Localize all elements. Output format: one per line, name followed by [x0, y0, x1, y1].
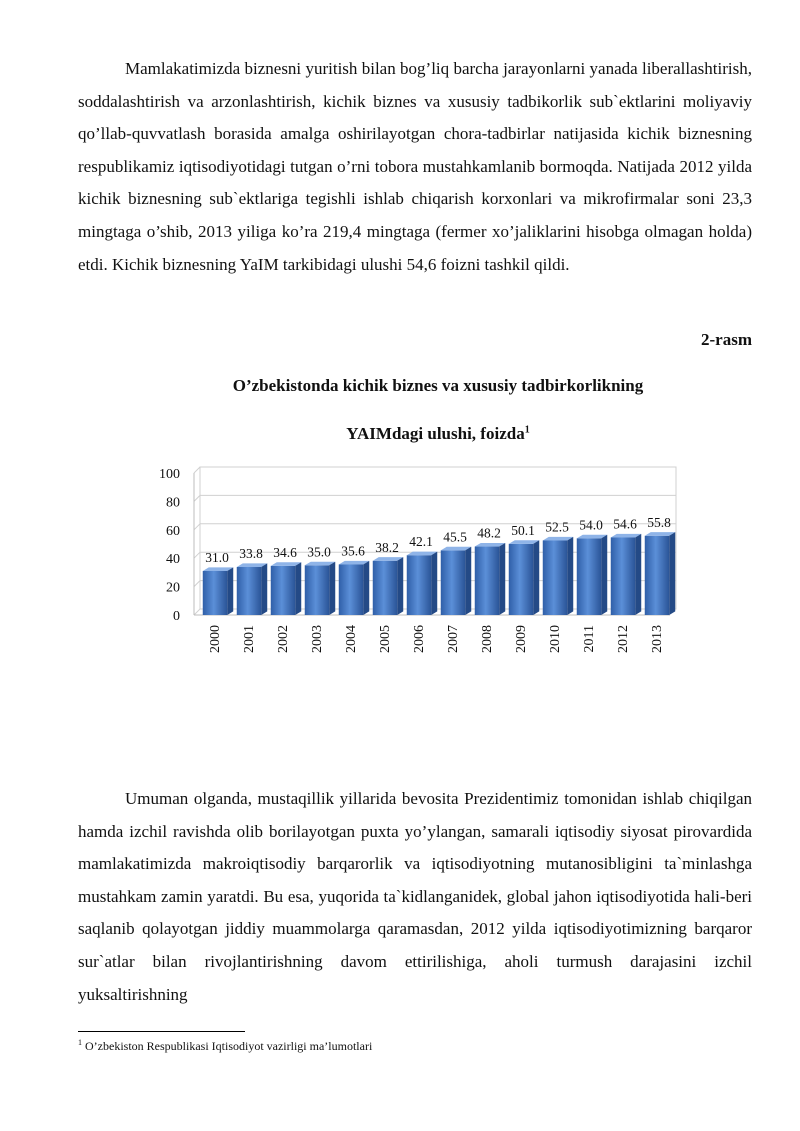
- x-tick-label: 2000: [208, 625, 223, 653]
- bar: [441, 547, 471, 615]
- bar: [305, 562, 335, 615]
- bar-front: [271, 566, 295, 615]
- value-label: 42.1: [409, 534, 433, 550]
- footnote: [78, 1038, 372, 1054]
- paragraph-main: Umuman olganda, mustaqillik yillarida bevosita Prezidentimiz tomonidan ishlab chiqilgan hamda izchil ravishda olib borilayotgan puxta yo’ylangan, samarali iqtisodiy siyosat pirovardida mamlakatimizda makroiqtisodiy barqarorlik va iqtisodiyotning mutanosibligini ta`minlashga mustahkam zamin yaratdi. Bu esa, yuqorida ta`kidlanganidek, global jahon iqtisodiyotida hali-beri saqlanib qolayotgan jiddiy muammolarga qaramasdan, 2012 yilda iqtisodiyotimizning barqaror sur`atlar bilan rivojlantirishning davom ettirilishiga, aholi turmush darajasini izchil yuksaltirishning: [78, 789, 752, 1004]
- bar: [339, 561, 369, 615]
- bar: [373, 557, 403, 615]
- x-tick-label: 2012: [616, 625, 631, 653]
- gridline-side: [194, 581, 200, 587]
- x-tick-label: 2010: [548, 625, 563, 653]
- x-tick-label: 2011: [582, 625, 597, 653]
- x-tick-label: 2013: [650, 625, 665, 653]
- x-tick-label: 2003: [310, 625, 325, 653]
- bar: [645, 532, 675, 615]
- gridline-side: [194, 552, 200, 558]
- footnote-rule: [78, 1031, 245, 1032]
- gridline-side: [194, 524, 200, 530]
- bar-front: [339, 564, 363, 615]
- bar: [237, 563, 267, 615]
- bar-front: [475, 547, 499, 615]
- bar-front: [407, 555, 431, 615]
- bar: [203, 567, 233, 615]
- bar-front: [237, 567, 261, 615]
- x-axis: [208, 625, 665, 653]
- bar-front: [577, 538, 601, 615]
- value-label: 34.6: [273, 544, 297, 560]
- bar-front: [441, 550, 465, 615]
- x-tick-label: 2001: [242, 625, 257, 653]
- value-label: 31.0: [205, 549, 229, 565]
- x-tick-label: 2009: [514, 625, 529, 653]
- value-label: 33.8: [239, 546, 263, 562]
- y-tick-label: 60: [166, 523, 180, 539]
- bar-front: [203, 571, 227, 615]
- value-label: 35.6: [341, 543, 365, 559]
- bar-side: [363, 561, 369, 615]
- value-label: 54.0: [579, 517, 603, 533]
- x-tick-label: 2006: [412, 625, 427, 653]
- bar: [577, 535, 607, 615]
- x-tick-label: 2004: [344, 625, 359, 653]
- chart-title-line1: O’zbekistonda kichik biznes va xususiy tadbirkorlikning: [232, 376, 644, 395]
- value-label: 45.5: [443, 529, 467, 545]
- chart-title-line2-text: YAIMdagi ulushi, foizda: [346, 424, 525, 443]
- footnote-text: O’zbekiston Respublikasi Iqtisodiyot vazirligi ma’lumotlari: [85, 1039, 373, 1053]
- chart-title-line2: [0, 424, 800, 444]
- x-tick-label: 2007: [446, 625, 461, 653]
- x-tick-label: 2008: [480, 625, 495, 653]
- gridline-side: [194, 609, 200, 615]
- y-axis: [159, 467, 180, 624]
- bar-side: [635, 534, 641, 615]
- bar-side: [567, 537, 573, 615]
- bar-side: [601, 535, 607, 615]
- value-label: 35.0: [307, 544, 331, 560]
- bar-side: [397, 557, 403, 615]
- bar: [611, 534, 641, 615]
- bar-side: [465, 547, 471, 615]
- chart-title-footnote-mark: 1: [524, 424, 530, 436]
- value-label: 38.2: [375, 539, 399, 555]
- y-tick-label: 40: [166, 552, 180, 568]
- bar-front: [373, 561, 397, 615]
- bar-front: [509, 544, 533, 615]
- value-label: 50.1: [511, 522, 535, 538]
- bar: [509, 540, 539, 615]
- bar-side: [533, 540, 539, 615]
- y-tick-label: 0: [173, 609, 180, 624]
- value-label: 52.5: [545, 519, 569, 535]
- bar-side: [261, 563, 267, 615]
- y-tick-label: 20: [166, 580, 180, 596]
- bar-front: [543, 540, 567, 615]
- bar: [543, 537, 573, 615]
- bar-side: [295, 562, 301, 615]
- y-tick-label: 100: [159, 467, 180, 482]
- figure-label: 2-rasm: [701, 330, 752, 349]
- gridline-side: [194, 467, 200, 473]
- bar-side: [329, 562, 335, 615]
- bar-chart: [140, 455, 700, 670]
- bar: [271, 562, 301, 615]
- footnote-mark: 1: [78, 1038, 82, 1047]
- bar-side: [499, 543, 505, 615]
- value-label: 54.6: [613, 516, 637, 532]
- value-label: 48.2: [477, 525, 501, 541]
- value-label: 55.8: [647, 514, 671, 530]
- bar-side: [669, 532, 675, 615]
- bar-front: [645, 536, 669, 615]
- paragraph-intro: Mamlakatimizda biznesni yuritish bilan bog’liq barcha jarayonlarni yanada liberallashtirish, soddalashtirish va arzonlashtirish, kichik biznes va xususiy tadbikorlik sub`ektlarini moliyaviy qo’llab-quvvatlash borasida amalga oshirilayotgan chora-tadbirlar natijasida kichik biznesning respublikamiz iqtisodiyotidagi tutgan o’rni tobora mustahkamlanib bormoqda. Natijada 2012 yilda kichik biznesning sub`ektlariga tegishli ishlab chiqarish korxonlari va mikrofirmalar soni 23,3 mingtaga o’shib, 2013 yiliga ko’ra 219,4 mingtaga (fermer xo’jaliklarini hisobga olmagan holda) etdi. Kichik biznesning YaIM tarkibidagi ulushi 54,6 foizni tashkil qildi.: [78, 59, 752, 274]
- bar-side: [227, 567, 233, 615]
- bar-side: [431, 552, 437, 615]
- gridline-side: [194, 495, 200, 501]
- x-tick-label: 2005: [378, 625, 393, 653]
- x-tick-label: 2002: [276, 625, 291, 653]
- bar-front: [611, 537, 635, 615]
- bar: [407, 552, 437, 615]
- bar: [475, 543, 505, 615]
- bar-front: [305, 565, 329, 615]
- y-tick-label: 80: [166, 495, 180, 511]
